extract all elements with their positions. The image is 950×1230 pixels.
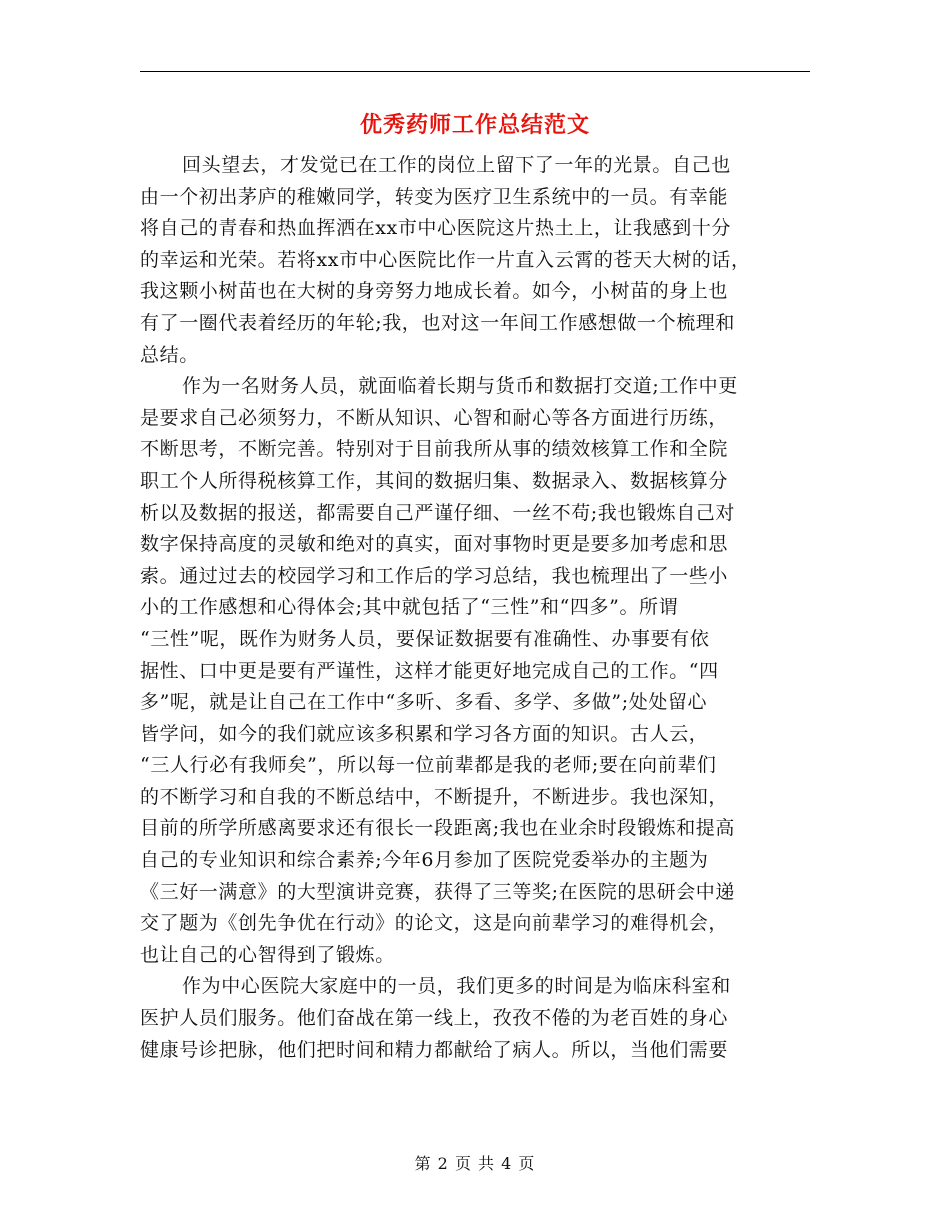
text-line: 的不断学习和自我的不断总结中，不断提升，不断进步。我也深知， xyxy=(140,785,729,808)
text-line: 皆学问，如今的我们就应该多积累和学习各方面的知识。古人云， xyxy=(140,722,709,745)
paragraph-3 xyxy=(140,971,810,1066)
text-line: “三性”呢，既作为财务人员，要保证数据要有准确性、办事要有依 xyxy=(140,627,710,650)
paragraph-1 xyxy=(140,150,810,371)
text-line: 数字保持高度的灵敏和绝对的真实，面对事物时更是要多加考虑和思 xyxy=(140,533,729,556)
text-line: 小的工作感想和心得体会;其中就包括了“三性”和“四多”。所谓 xyxy=(140,596,679,619)
document-title: 优秀药师工作总结范文 xyxy=(359,112,590,138)
text-line: 作为中心医院大家庭中的一员，我们更多的时间是为临床科室和 xyxy=(182,975,731,998)
paragraph-2 xyxy=(140,371,810,971)
text-line: 也让自己的心智得到了锻炼。 xyxy=(140,943,395,966)
text-line: 多”呢，就是让自己在工作中“多听、多看、多学、多做”;处处留心 xyxy=(140,691,708,714)
text-line: “三人行必有我师矣”，所以每一位前辈都是我的老师;要在向前辈们 xyxy=(140,754,717,777)
text-line: 职工个人所得税核算工作，其间的数据归集、数据录入、数据核算分 xyxy=(140,469,729,492)
page-footer xyxy=(0,1152,950,1176)
text-line: 作为一名财务人员，就面临着长期与货币和数据打交道;工作中更 xyxy=(182,375,738,398)
text-line: 自己的专业知识和综合素养;今年6月参加了医院党委举办的主题为 xyxy=(140,849,709,872)
text-line: 我这颗小树苗也在大树的身旁努力地成长着。如今，小树苗的身上也 xyxy=(140,280,729,303)
text-line: 目前的所学所感离要求还有很长一段距离;我也在业余时段锻炼和提高 xyxy=(140,817,736,840)
document-body xyxy=(140,150,810,1066)
text-line: 医护人员们服务。他们奋战在第一线上，孜孜不倦的为老百姓的身心 xyxy=(140,1007,729,1030)
text-line: 有了一圈代表着经历的年轮;我，也对这一年间工作感想做一个梳理和 xyxy=(140,311,736,334)
text-line: 回头望去，才发觉已在工作的岗位上留下了一年的光景。自己也 xyxy=(182,154,731,176)
text-line: 索。通过过去的校园学习和工作后的学习总结，我也梳理出了一些小 xyxy=(140,564,729,587)
text-line: 不断思考，不断完善。特别对于目前我所从事的绩效核算工作和全院 xyxy=(140,438,729,461)
text-line: 将自己的青春和热血挥洒在xx市中心医院这片热土上，让我感到十分 xyxy=(140,217,732,240)
text-line: 由一个初出茅庐的稚嫩同学，转变为医疗卫生系统中的一员。有幸能 xyxy=(140,185,729,208)
text-line: 《三好一满意》的大型演讲竞赛，获得了三等奖;在医院的思研会中递 xyxy=(140,880,736,903)
text-line: 析以及数据的报送，都需要自己严谨仔细、一丝不苟;我也锻炼自己对 xyxy=(140,501,736,524)
text-line: 的幸运和光荣。若将xx市中心医院比作一片直入云霄的苍天大树的话， xyxy=(140,248,751,271)
page-number-label: 第 2 页 共 4 页 xyxy=(414,1154,536,1173)
header-rule xyxy=(140,71,810,72)
text-line: 健康号诊把脉，他们把时间和精力都献给了病人。所以，当他们需要 xyxy=(140,1038,729,1061)
text-line: 交了题为《创先争优在行动》的论文，这是向前辈学习的难得机会， xyxy=(140,912,729,935)
text-line: 总结。 xyxy=(140,343,199,366)
text-line: 据性、口中更是要有严谨性，这样才能更好地完成自己的工作。“四 xyxy=(140,659,719,682)
text-line: 是要求自己必须努力，不断从知识、心智和耐心等各方面进行历练， xyxy=(140,406,729,429)
